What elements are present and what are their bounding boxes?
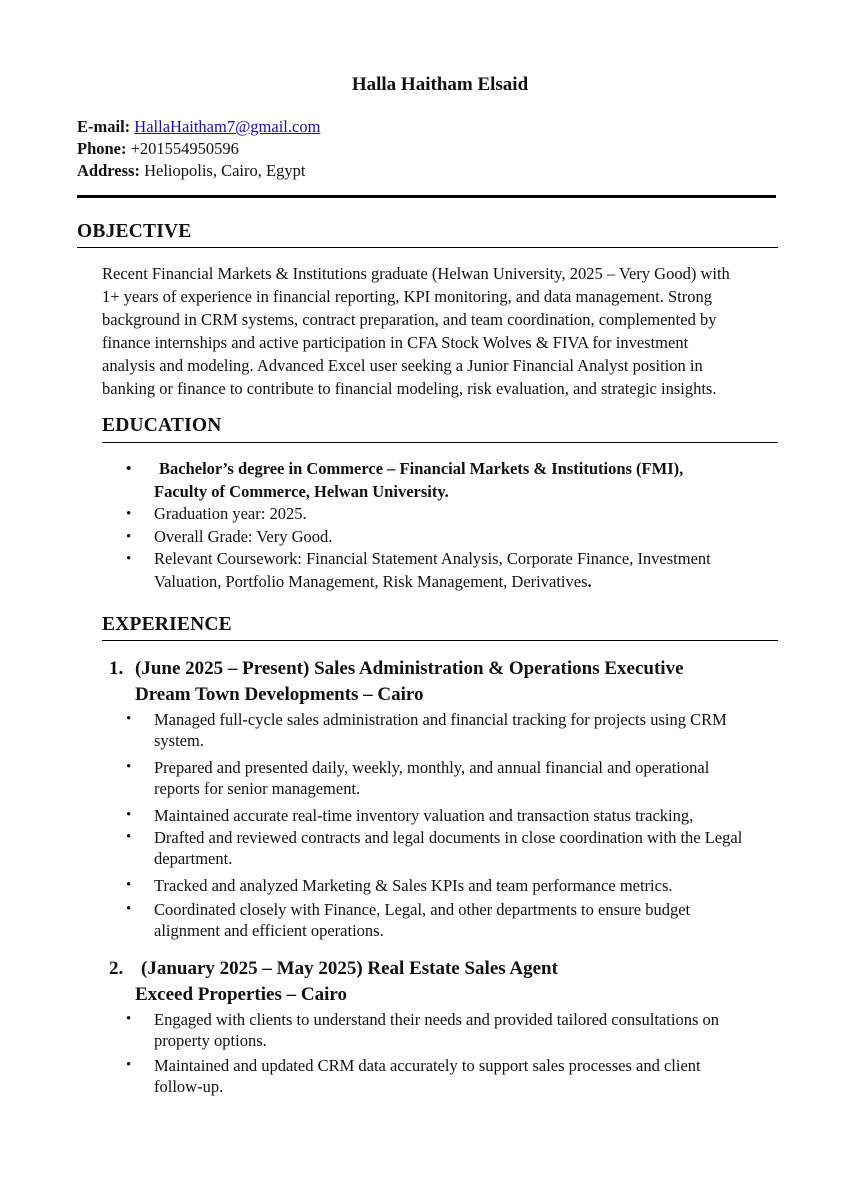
- phone-label: Phone:: [77, 139, 127, 158]
- list-item: [102, 875, 782, 896]
- objective-line: Recent Financial Markets & Institutions graduate (Helwan University, 2025 – Very Good) with: [102, 264, 730, 283]
- phone-line: [77, 138, 239, 160]
- coursework-line: [154, 571, 782, 594]
- objective-paragraph: [102, 262, 762, 400]
- list-item: [102, 548, 782, 593]
- duty-line: department.: [154, 849, 233, 868]
- duty-line: alignment and efficient operations.: [154, 921, 384, 940]
- coursework-line: • Relevant Coursework: Financial Statement Analysis, Corporate Finance, Investment: [154, 549, 711, 568]
- address-label: Address:: [77, 161, 140, 180]
- duty-line: • Managed full-cycle sales administration and financial tracking for projects using CRM: [154, 710, 727, 729]
- list-item: [102, 1055, 782, 1097]
- list-item: [102, 458, 782, 503]
- job-number: 1.: [109, 658, 124, 679]
- address-line: [77, 160, 305, 182]
- list-item: [102, 899, 782, 941]
- duty-line: • Tracked and analyzed Marketing & Sales KPIs and team performance metrics.: [154, 876, 673, 895]
- candidate-name: Halla Haitham Elsaid: [351, 74, 529, 95]
- email-label: E-mail:: [77, 117, 131, 136]
- degree-line: • Bachelor’s degree in Commerce – Financial Markets & Institutions (FMI),: [159, 459, 684, 478]
- duty-line: property options.: [154, 1031, 267, 1050]
- address-value: Heliopolis, Cairo, Egypt: [144, 161, 306, 180]
- job-heading: [109, 655, 684, 682]
- objective-line: banking or finance to contribute to financial modeling, risk evaluation, and strategic insights.: [102, 379, 717, 398]
- list-item: [102, 709, 782, 751]
- duty-line: follow-up.: [154, 1077, 224, 1096]
- email-link[interactable]: HallaHaitham7@gmail.com: [134, 117, 321, 136]
- list-item: [102, 805, 782, 826]
- job-number: 2.: [109, 958, 124, 979]
- job-title: (January 2025 – May 2025) Real Estate Sales Agent: [141, 958, 558, 979]
- list-item: [102, 526, 782, 549]
- coursework-text: Valuation, Portfolio Management, Risk Management, Derivatives: [154, 571, 588, 591]
- objective-line: background in CRM systems, contract preparation, and team coordination, complemented by: [102, 310, 717, 329]
- duty-line: reports for senior management.: [154, 779, 361, 798]
- coursework-period: .: [587, 571, 592, 591]
- faculty-line: Faculty of Commerce, Helwan University.: [154, 481, 449, 501]
- list-item: [102, 757, 782, 799]
- objective-line: 1+ years of experience in financial reporting, KPI monitoring, and data management. Strong: [102, 287, 712, 306]
- duty-line: • Prepared and presented daily, weekly, monthly, and annual financial and operational: [154, 758, 710, 777]
- duty-line: • Drafted and reviewed contracts and legal documents in close coordination with the Legal: [154, 828, 743, 847]
- duty-line: • Maintained accurate real-time inventory valuation and transaction status tracking,: [154, 806, 694, 825]
- duty-line: • Coordinated closely with Finance, Legal, and other departments to ensure budget: [154, 900, 691, 919]
- objective-line: analysis and modeling. Advanced Excel user seeking a Junior Financial Analyst position in: [102, 356, 703, 375]
- experience-heading: EXPERIENCE: [102, 614, 232, 635]
- education-list: [102, 458, 782, 593]
- duty-line: system.: [154, 731, 204, 750]
- job-title: (June 2025 – Present) Sales Administration & Operations Executive: [135, 658, 684, 679]
- job-1-duties: [102, 709, 782, 941]
- duty-line: • Engaged with clients to understand their needs and provided tailored consultations on: [154, 1010, 719, 1029]
- list-item: [102, 1009, 782, 1051]
- overall-grade: Overall Grade: Very Good.: [154, 526, 333, 546]
- education-divider: [102, 442, 778, 443]
- graduation-year: Graduation year: 2025.: [154, 504, 307, 523]
- duty-line: • Maintained and updated CRM data accurately to support sales processes and client: [154, 1056, 701, 1075]
- header-divider: [77, 195, 776, 198]
- phone-value: +201554950596: [130, 139, 239, 158]
- objective-heading: OBJECTIVE: [77, 221, 192, 242]
- job-heading: [109, 955, 558, 982]
- job-company: Exceed Properties – Cairo: [135, 984, 347, 1005]
- experience-divider: [102, 640, 778, 641]
- job-2-duties: [102, 1009, 782, 1097]
- objective-line: finance internships and active participation in CFA Stock Wolves & FIVA for investment: [102, 333, 689, 352]
- education-heading: EDUCATION: [102, 415, 222, 436]
- email-line: [77, 116, 320, 138]
- job-company: Dream Town Developments – Cairo: [135, 684, 424, 705]
- list-item: [102, 503, 782, 526]
- list-item: [102, 827, 782, 869]
- objective-divider: [77, 247, 778, 248]
